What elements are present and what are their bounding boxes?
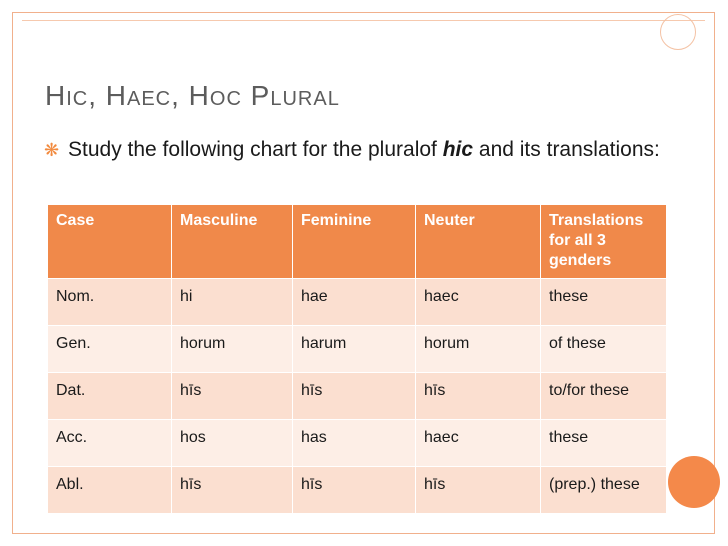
cell-masculine: hos bbox=[172, 420, 293, 467]
top-rule bbox=[22, 20, 705, 21]
cell-case: Nom. bbox=[48, 279, 172, 326]
cell-case: Dat. bbox=[48, 373, 172, 420]
bullet-text-after: and its translations: bbox=[473, 138, 660, 161]
header-masculine: Masculine bbox=[172, 205, 293, 279]
bullet-icon: ❋ bbox=[44, 140, 60, 160]
cell-feminine: harum bbox=[293, 326, 416, 373]
table-row bbox=[48, 326, 667, 373]
cell-masculine: hīs bbox=[172, 467, 293, 514]
cell-feminine: hīs bbox=[293, 467, 416, 514]
bullet-item bbox=[44, 136, 684, 163]
slide-title: Hic, Haec, Hoc Plural bbox=[45, 80, 340, 111]
bullet-text-before: Study the following chart for the pluralof bbox=[68, 138, 443, 161]
cell-feminine: has bbox=[293, 420, 416, 467]
cell-masculine: hīs bbox=[172, 373, 293, 420]
header-feminine: Feminine bbox=[293, 205, 416, 279]
decorative-circle-outline bbox=[660, 14, 696, 50]
table-row bbox=[48, 373, 667, 420]
cell-case: Acc. bbox=[48, 420, 172, 467]
decorative-circle-filled bbox=[668, 456, 720, 508]
bullet-emphasis: hic bbox=[442, 138, 474, 161]
cell-neuter: haec bbox=[416, 279, 541, 326]
table-row bbox=[48, 279, 667, 326]
cell-case: Abl. bbox=[48, 467, 172, 514]
cell-feminine: hīs bbox=[293, 373, 416, 420]
cell-feminine: hae bbox=[293, 279, 416, 326]
declension-table bbox=[47, 204, 667, 514]
table-row bbox=[48, 467, 667, 514]
cell-neuter: horum bbox=[416, 326, 541, 373]
cell-neuter: hīs bbox=[416, 373, 541, 420]
cell-case: Gen. bbox=[48, 326, 172, 373]
table-row bbox=[48, 420, 667, 467]
header-neuter: Neuter bbox=[416, 205, 541, 279]
cell-translation: of these bbox=[541, 326, 667, 373]
cell-masculine: hi bbox=[172, 279, 293, 326]
cell-translation: (prep.) these bbox=[541, 467, 667, 514]
cell-translation: to/for these bbox=[541, 373, 667, 420]
header-translations: Translations for all 3 genders bbox=[541, 205, 667, 279]
cell-translation: these bbox=[541, 420, 667, 467]
cell-neuter: hīs bbox=[416, 467, 541, 514]
header-case: Case bbox=[48, 205, 172, 279]
cell-neuter: haec bbox=[416, 420, 541, 467]
table-header-row bbox=[48, 205, 667, 279]
bullet-text bbox=[68, 136, 684, 163]
cell-masculine: horum bbox=[172, 326, 293, 373]
cell-translation: these bbox=[541, 279, 667, 326]
